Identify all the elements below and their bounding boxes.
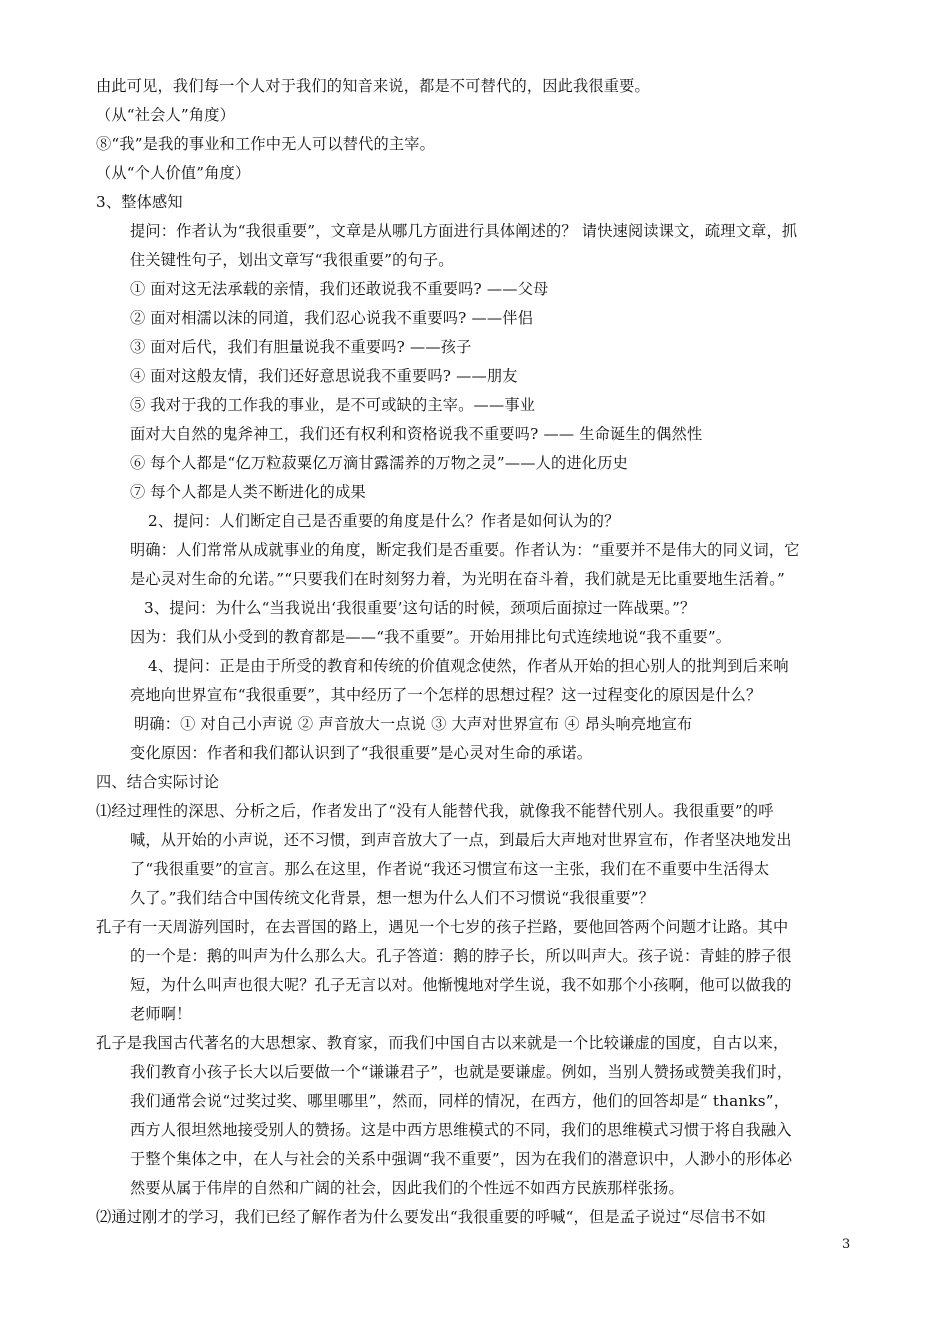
text-line: 了“我很重要”的宣言。那么在这里，作者说“我还习惯宣布这一主张，我们在不重要中生活得太 xyxy=(130,860,770,878)
text-line: 我们通常会说“过奖过奖、哪里哪里”，然而，同样的情况，在西方，他们的回答却是“ thanks”， xyxy=(130,1092,790,1110)
text-line: 喊，从开始的小声说，还不习惯，到声音放大了一点，到最后大声地对世界宣布，作者坚决地发出 xyxy=(130,831,792,849)
text-line: 明确：人们常常从成就事业的角度，断定我们是否重要。作者认为：“重要并不是伟大的同义词，它 xyxy=(130,541,800,559)
text-line: 然要从属于伟岸的自然和广阔的社会，因此我们的个性远不如西方民族那样张扬。 xyxy=(130,1179,684,1197)
text-line: 因为：我们从小受到的教育都是——“我不重要”。开始用排比句式连续地说“我不重要”。 xyxy=(130,628,732,646)
text-line: ⑵通过刚才的学习，我们已经了解作者为什么要发出“我很重要的呼喊“，但是孟子说过“尽信书不如 xyxy=(96,1208,767,1226)
text-line: 由此可见，我们每一个人对于我们的知音来说，都是不可替代的，因此我很重要。 xyxy=(96,77,650,95)
list-item: ④ 面对这般友情，我们还好意思说我不重要吗? ——朋友 xyxy=(130,367,518,385)
text-line: 孔子是我国古代著名的大思想家、教育家，而我们中国自古以来就是一个比较谦虚的国度，自古以来， xyxy=(96,1034,789,1052)
text-line: 4、提问：正是由于所受的教育和传统的价值观念使然，作者从开始的担心别人的批判到后来响 xyxy=(148,657,789,675)
list-item: ① 面对这无法承载的亲情，我们还敢说我不重要吗? ——父母 xyxy=(130,280,549,298)
text-line: 2、提问：人们断定自己是否重要的角度是什么？作者是如何认为的？ xyxy=(148,512,620,530)
text-line: 是心灵对生命的允诺。”“只要我们在时刻努力着，为光明在奋斗着，我们就是无比重要地生活着。” xyxy=(130,570,785,588)
text-line: ⑧“我”是我的事业和工作中无人可以替代的主宰。 xyxy=(96,135,436,153)
text-line: （从“个人价值”角度） xyxy=(96,164,251,182)
list-item: ⑤ 我对于我的工作我的事业，是不可或缺的主宰。——事业 xyxy=(130,396,536,414)
text-line: 提问：作者认为“我很重要”，文章是从哪几方面进行具体阐述的？ 请快速阅读课文，疏理文章，抓 xyxy=(130,222,798,240)
text-line: 于整个集体之中，在人与社会的关系中强调“我不重要”，因为在我们的潜意识中，人渺小的形体必 xyxy=(130,1150,793,1168)
text-line: 我们教育小孩子长大以后要做一个“谦谦君子”，也就是要谦虚。例如，当别人赞扬或赞美我们时， xyxy=(130,1063,793,1081)
section-heading: 四、结合实际讨论 xyxy=(96,773,220,791)
text-line: 老师啊！ xyxy=(130,1005,192,1023)
text-line: ⑴经过理性的深思、分析之后，作者发出了“没有人能替代我，就像我不能替代别人。我很重要”的呼 xyxy=(96,802,774,820)
text-line: 久了。”我们结合中国传统文化背景，想一想为什么人们不习惯说“我很重要”？ xyxy=(130,889,655,907)
text-line: 明确：① 对自己小声说 ② 声音放大一点说 ③ 大声对世界宣布 ④ 昂头响亮地宣布 xyxy=(134,715,693,733)
text-line: 短，为什么叫声也很大呢？孔子无言以对。他惭愧地对学生说，我不如那个小孩啊，他可以做我的 xyxy=(130,976,792,994)
text-line: 亮地向世界宣布“我很重要”，其中经历了一个怎样的思想过程？这一过程变化的原因是什么？ xyxy=(130,686,762,704)
text-line: 孔子有一天周游列国时，在去晋国的路上，遇见一个七岁的孩子拦路，要他回答两个问题才让路。其中 xyxy=(96,918,789,936)
list-item: ⑦ 每个人都是人类不断进化的成果 xyxy=(130,483,366,501)
list-item: ⑥ 每个人都是“亿万粒菽粟亿万滴甘露濡养的万物之灵”——人的进化历史 xyxy=(130,454,628,472)
list-item: ③ 面对后代，我们有胆量说我不重要吗? ——孩子 xyxy=(130,338,472,356)
text-line: 变化原因：作者和我们都认识到了“我很重要”是心灵对生命的承诺。 xyxy=(130,744,593,762)
page-number: 3 xyxy=(842,1237,851,1252)
list-item: ② 面对相濡以沫的同道，我们忍心说我不重要吗? ——伴侣 xyxy=(130,309,534,327)
text-line: 3、提问：为什么“当我说出‘我很重要’这句话的时候，颈项后面掠过一阵战栗。”？ xyxy=(144,599,696,617)
text-line: 住关键性句子，划出文章写“我很重要”的句子。 xyxy=(130,251,454,269)
text-line: 西方人很坦然地接受别人的赞扬。这是中西方思维模式的不同，我们的思维模式习惯于将自我融入 xyxy=(130,1121,792,1139)
text-line: 面对大自然的鬼斧神工，我们还有权利和资格说我不重要吗? —— 生命诞生的偶然性 xyxy=(130,425,703,443)
text-line: 的一个是：鹅的叫声为什么那么大。孔子答道：鹅的脖子长，所以叫声大。孩子说：青蛙的脖子很 xyxy=(130,947,792,965)
section-heading: 3、整体感知 xyxy=(96,193,183,211)
text-line: （从“社会人”角度） xyxy=(96,106,236,124)
